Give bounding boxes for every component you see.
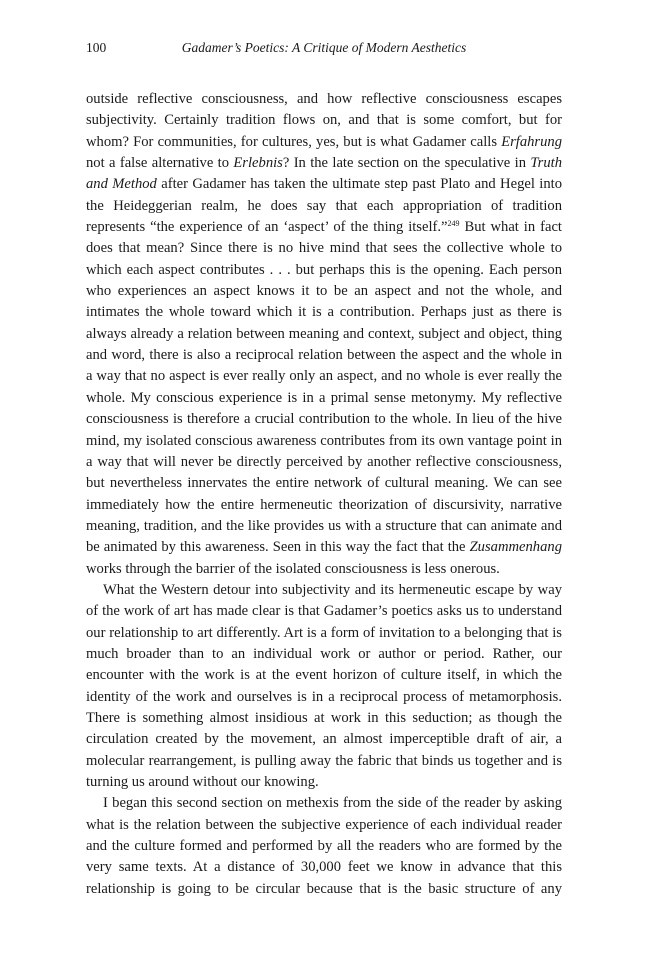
paragraph-1-text-1: outside reflective consciousness, and how reflective consciousness escapes subjectivity. Certainly tradition flows on, and that is some comfort, but for whom? For communities, for cultures, yes, but is what Gadamer calls (86, 91, 562, 150)
title-truth-and-method: Truth and Method (86, 155, 562, 193)
paragraph-1-text-5: But what in fact does that mean? Since there is no hive mind that sees the collective whole to which each aspect contributes . . . but perhaps this is the opening. Each person who experiences an aspect knows it to be an aspect and not the whole, and intimates the whole toward which it is a contribution. Perhaps just as there is always already a relation between meaning and context, subject and object, thing and word, there is also a reciprocal relation between the aspect and the whole in a way that no aspect is ever really only an aspect, and no whole is ever really the whole. My conscious experience is in a primal sense metonymy. My reflective consciousness is therefore a crucial contribution to the whole. In lieu of the hive mind, my isolated conscious awareness contributes from its own vantage point in a way that will never be directly perceived by another reflective consciousness, but nevertheless innervates the entire network of cultural meaning. We can see immediately how the entire hermeneutic theorization of discursivity, narrative meaning, tradition, and the like provides us with a structure that can animate and be animated by this awareness. Seen in this way the fact that the (86, 219, 562, 556)
paragraph-3: I began this second section on methexis from the side of the reader by asking what is the relation between the subjective experience of each individual reader and the culture formed and performed by all the readers who are formed by the very same texts. At a distance of 30,000 feet we know in advance that this relationship is going to be circular because that is the basic structure of any (86, 795, 562, 897)
paragraph-1-text-4: after Gadamer has taken the ultimate step past Plato and Hegel into the Heideggerian realm, he does say that each appropriation of tradition represents “the experience of an ‘aspect’ of the thing itself.” (86, 176, 562, 236)
paragraph-2: What the Western detour into subjectivity and its hermeneutic escape by way of the work of art has made clear is that Gadamer’s poetics asks us to understand our relationship to art differently. Art is a form of invitation to a belonging that is much broader than to an individual work or author or period. Rather, our encounter with the work is at the event horizon of culture itself, in which the identity of the work and ourselves is in a reciprocal process of metamorphosis. There is something almost insidious at work in this seduction; as though the circulation created by the movement, an almost imperceptible draft of air, a molecular rearrangement, is pulling away the fabric that binds us together and is turning us around without our knowing. (86, 581, 562, 790)
term-erfahrung: Erfahrung (501, 133, 562, 150)
body-text (86, 89, 562, 900)
running-head (86, 40, 562, 60)
paragraph-1 (86, 89, 562, 580)
running-title: Gadamer’s Poetics: A Critique of Modern Aesthetics (181, 40, 467, 55)
footnote-reference: 249 (447, 219, 460, 229)
page-number: 100 (86, 40, 107, 55)
paragraph-1-text-3: ? In the late section on the speculative in (282, 155, 531, 172)
term-erlebnis: Erlebnis (233, 155, 283, 172)
paragraph-1-text-2: not a false alternative to (86, 155, 234, 172)
paragraph-1-text-6: works through the barrier of the isolated consciousness is less onerous. (86, 560, 500, 577)
term-zusammenhang: Zusammenhang (469, 539, 562, 556)
book-page (86, 40, 562, 900)
